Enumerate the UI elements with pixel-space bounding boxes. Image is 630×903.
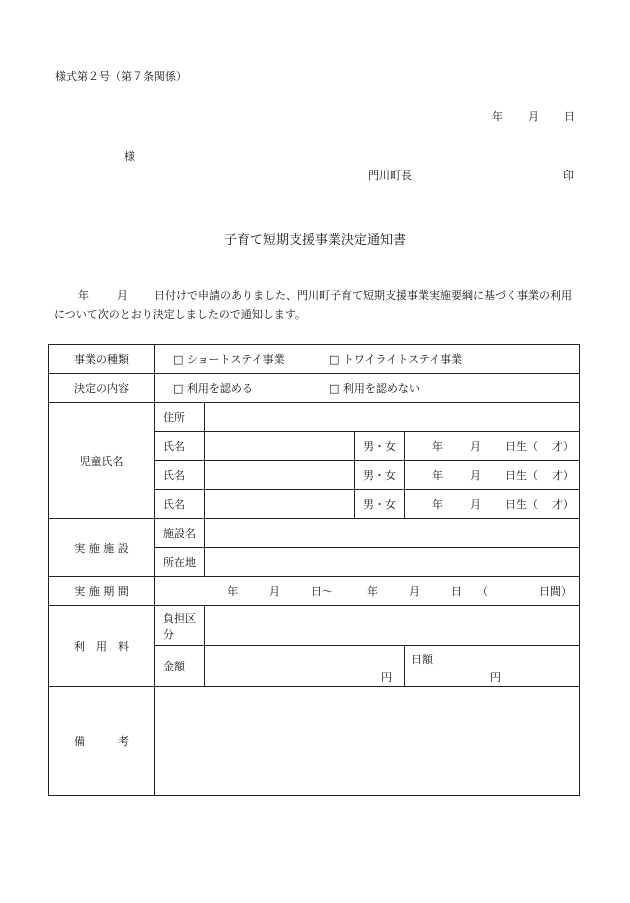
birth-day: 日生（	[505, 440, 538, 453]
birth-day: 日生（	[505, 469, 538, 482]
facility-label: 実 施 施 設	[49, 519, 155, 577]
gender-choice[interactable]: 男・女	[355, 432, 405, 461]
fee-amount-yen: 円	[381, 671, 392, 684]
period-paren-open: （	[477, 585, 488, 598]
date-year-label: 年	[492, 110, 503, 123]
age-unit: 才）	[552, 440, 574, 453]
decision-options	[155, 374, 580, 403]
row-decision	[49, 374, 580, 403]
decision-table	[48, 344, 580, 796]
facility-name-label: 施設名	[155, 519, 205, 548]
period-from-year: 年	[227, 585, 238, 598]
recipient-suffix: 様	[124, 150, 135, 163]
facility-location-value[interactable]	[205, 548, 580, 577]
remarks-label: 備 考	[49, 687, 155, 796]
birth-year: 年	[432, 498, 443, 511]
period-value[interactable]	[155, 577, 580, 606]
period-label: 実 施 期 間	[49, 577, 155, 606]
option-approve[interactable]: □ 利用を認める	[173, 382, 253, 395]
decision-label: 決定の内容	[49, 374, 155, 403]
age-unit: 才）	[552, 498, 574, 511]
date-month-label: 月	[528, 110, 539, 123]
form-number: 様式第２号（第７条関係）	[55, 70, 187, 83]
birth-month: 月	[470, 469, 481, 482]
document-title: 子育て短期支援事業決定通知書	[223, 233, 406, 248]
fee-amount-value[interactable]	[205, 646, 405, 687]
period-to-year: 年	[367, 585, 378, 598]
address-value[interactable]	[205, 403, 580, 432]
intro-line-2: について次のとおり決定しましたので通知します。	[54, 308, 306, 321]
child-name-field-label: 氏名	[155, 432, 205, 461]
intro-line-1	[54, 286, 579, 306]
fee-category-label: 負担区分	[155, 606, 205, 646]
address-label: 住所	[155, 403, 205, 432]
intro-rest: 日付けで申請のありました、門川町子育て短期支援事業実施要綱に基づく事業の利用	[154, 289, 572, 302]
gender-choice[interactable]: 男・女	[355, 461, 405, 490]
intro-month: 月	[117, 289, 128, 302]
child-name-value[interactable]	[205, 461, 355, 490]
child-name-value[interactable]	[205, 490, 355, 519]
facility-name-value[interactable]	[205, 519, 580, 548]
birth-day: 日生（	[505, 498, 538, 511]
fee-daily-cell[interactable]	[405, 646, 580, 687]
option-twilight-stay[interactable]: □ トワイライトステイ事業	[329, 353, 463, 366]
intro-year: 年	[78, 289, 89, 302]
period-from-month: 月	[269, 585, 280, 598]
child-name-field-label: 氏名	[155, 490, 205, 519]
period-days: 日間）	[539, 585, 572, 598]
issuer: 門川町長	[368, 169, 412, 182]
seal-mark: 印	[563, 169, 574, 182]
row-fee-category	[49, 606, 580, 646]
row-facility-name	[49, 519, 580, 548]
birth-month: 月	[470, 498, 481, 511]
business-kind-label: 事業の種類	[49, 345, 155, 374]
remarks-value[interactable]	[155, 687, 580, 796]
child-name-label: 児童氏名	[49, 403, 155, 519]
row-remarks	[49, 687, 580, 796]
fee-amount-label: 金額	[155, 646, 205, 687]
period-from-day: 日～	[311, 585, 333, 598]
option-short-stay[interactable]: □ ショートステイ事業	[173, 353, 285, 366]
age-unit: 才）	[552, 469, 574, 482]
birth-month: 月	[470, 440, 481, 453]
business-kind-options	[155, 345, 580, 374]
fee-daily-label: 日額	[411, 653, 433, 666]
child-name-field-label: 氏名	[155, 461, 205, 490]
gender-choice[interactable]: 男・女	[355, 490, 405, 519]
fee-category-value[interactable]	[205, 606, 580, 646]
row-child-address	[49, 403, 580, 432]
child-name-value[interactable]	[205, 432, 355, 461]
fee-daily-yen: 円	[490, 671, 501, 684]
period-to-month: 月	[409, 585, 420, 598]
birth-year: 年	[432, 469, 443, 482]
birthdate-cell[interactable]	[405, 490, 580, 519]
row-business-kind	[49, 345, 580, 374]
fee-label: 利 用 料	[49, 606, 155, 687]
facility-location-label: 所在地	[155, 548, 205, 577]
birth-year: 年	[432, 440, 443, 453]
date-day-label: 日	[564, 110, 575, 123]
birthdate-cell[interactable]	[405, 461, 580, 490]
period-to-day: 日	[451, 585, 462, 598]
option-deny[interactable]: □ 利用を認めない	[329, 382, 420, 395]
row-period	[49, 577, 580, 606]
birthdate-cell[interactable]	[405, 432, 580, 461]
